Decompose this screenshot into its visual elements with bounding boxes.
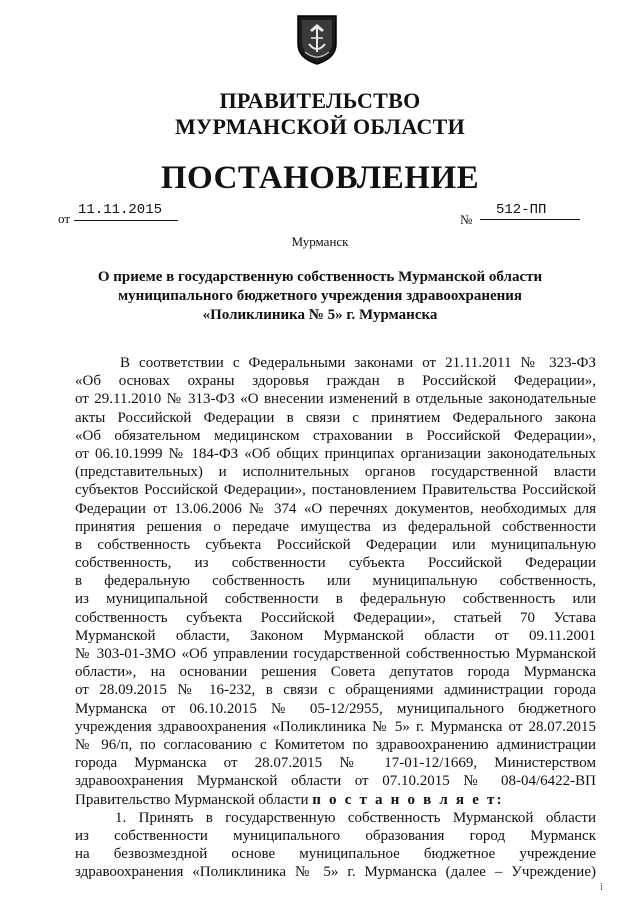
body-line: Мурманской области, Законом Мурманской области от 09.11.2001 bbox=[75, 627, 596, 644]
title-line: «Поликлиника № 5» г. Мурманска bbox=[202, 307, 438, 323]
decree-line bbox=[75, 791, 596, 809]
body-line: собственность, из собственности субъекта Российской Федерации bbox=[75, 555, 596, 572]
organization-line-1: ПРАВИТЕЛЬСТВО bbox=[219, 88, 421, 113]
item-line: здравоохранения «Поликлиника № 5» г. Мурманска (далее – Учреждение) bbox=[75, 864, 596, 881]
body-line: № 303-01-ЗМО «Об управлении государственной собственностью Мурманской bbox=[75, 646, 596, 662]
body-line: от 06.10.1999 № 184-ФЗ «Об общих принципах организации законодательных bbox=[75, 445, 596, 462]
number-label: № bbox=[460, 212, 473, 227]
city: Мурманск bbox=[291, 234, 349, 249]
body-line: № 96/п, по согласованию с Комитетом по здравоохранению администрации bbox=[75, 736, 596, 753]
page-mark: i bbox=[600, 882, 603, 893]
body-line: области», на основании решения Совета депутатов города Мурманска bbox=[75, 664, 596, 681]
body-line: из муниципальной собственности в федеральную собственность или bbox=[75, 591, 596, 608]
body-line: Мурманска от 06.10.2015 № 05-12/2955, муниципального бюджетного bbox=[75, 700, 596, 717]
date-label: от bbox=[58, 211, 71, 226]
item-line: 1. Принять в государственную собственность Мурманской области bbox=[115, 809, 596, 826]
document-title bbox=[80, 268, 560, 325]
organization-line-2: МУРМАНСКОЙ ОБЛАСТИ bbox=[174, 114, 466, 139]
body-line: акты Российской Федерации в связи с принятием Федерального закона bbox=[75, 409, 596, 426]
document-date: 11.11.2015 bbox=[74, 202, 178, 221]
body-line: (представительных) и исполнительных органов государственной власти bbox=[75, 464, 596, 481]
title-line: О приеме в государственную собственность Мурманской области bbox=[97, 269, 543, 285]
coat-of-arms-icon bbox=[296, 14, 338, 66]
body-line: В соответствии с Федеральными законами от 21.11.2011 № 323-ФЗ bbox=[120, 355, 596, 371]
body-line: собственность субъекта Российской Федерации», статьей 70 Устава bbox=[75, 609, 596, 626]
body-line: в федеральную собственность или муниципальную собственность, bbox=[75, 573, 596, 590]
item-line: на безвозмездной основе муниципальное бюджетное учреждение bbox=[75, 846, 596, 863]
body-line: учреждения здравоохранения «Поликлиника № 5» г. Мурманска от 28.07.2015 bbox=[75, 718, 596, 735]
body-line: от 29.11.2010 № 313-ФЗ «О внесении изменений в отдельные законодательные bbox=[75, 391, 596, 408]
body-line: здравоохранения Мурманской области от 07.10.2015 № 08-04/6422-ВП bbox=[75, 773, 596, 790]
title-line: муниципального бюджетного учреждения здравоохранения bbox=[117, 288, 523, 304]
body-line: принятия решения о передаче имущества из федеральной собственности bbox=[75, 518, 596, 535]
item-line: из собственности муниципального образования город Мурманск bbox=[75, 827, 596, 844]
body-line: в собственность субъекта Российской Федерации или муниципальную bbox=[75, 536, 596, 553]
body-line: города Мурманска от 28.07.2015 № 17-01-12/1669, Министерством bbox=[75, 755, 596, 772]
decree-directive: п о с т а н о в л я е т: bbox=[312, 791, 504, 808]
body-line: от 28.09.2015 № 16-232, в связи с обращениями администрации города bbox=[75, 682, 596, 699]
body-line: «Об обязательном медицинском страховании в Российской Федерации», bbox=[75, 427, 596, 444]
document-type: ПОСТАНОВЛЕНИЕ bbox=[160, 160, 480, 196]
body-line: «Об основах охраны здоровья граждан в Российской Федерации», bbox=[75, 373, 596, 390]
body-line: Федерации от 13.06.2006 № 374 «О перечнях документов, необходимых для bbox=[75, 500, 596, 517]
document-body bbox=[75, 354, 596, 881]
document-number: 512-ПП bbox=[480, 202, 580, 220]
body-line: субъектов Российской Федерации», постановлением Правительства Российской bbox=[75, 482, 596, 499]
decree-prefix: Правительство Мурманской области bbox=[75, 791, 313, 808]
